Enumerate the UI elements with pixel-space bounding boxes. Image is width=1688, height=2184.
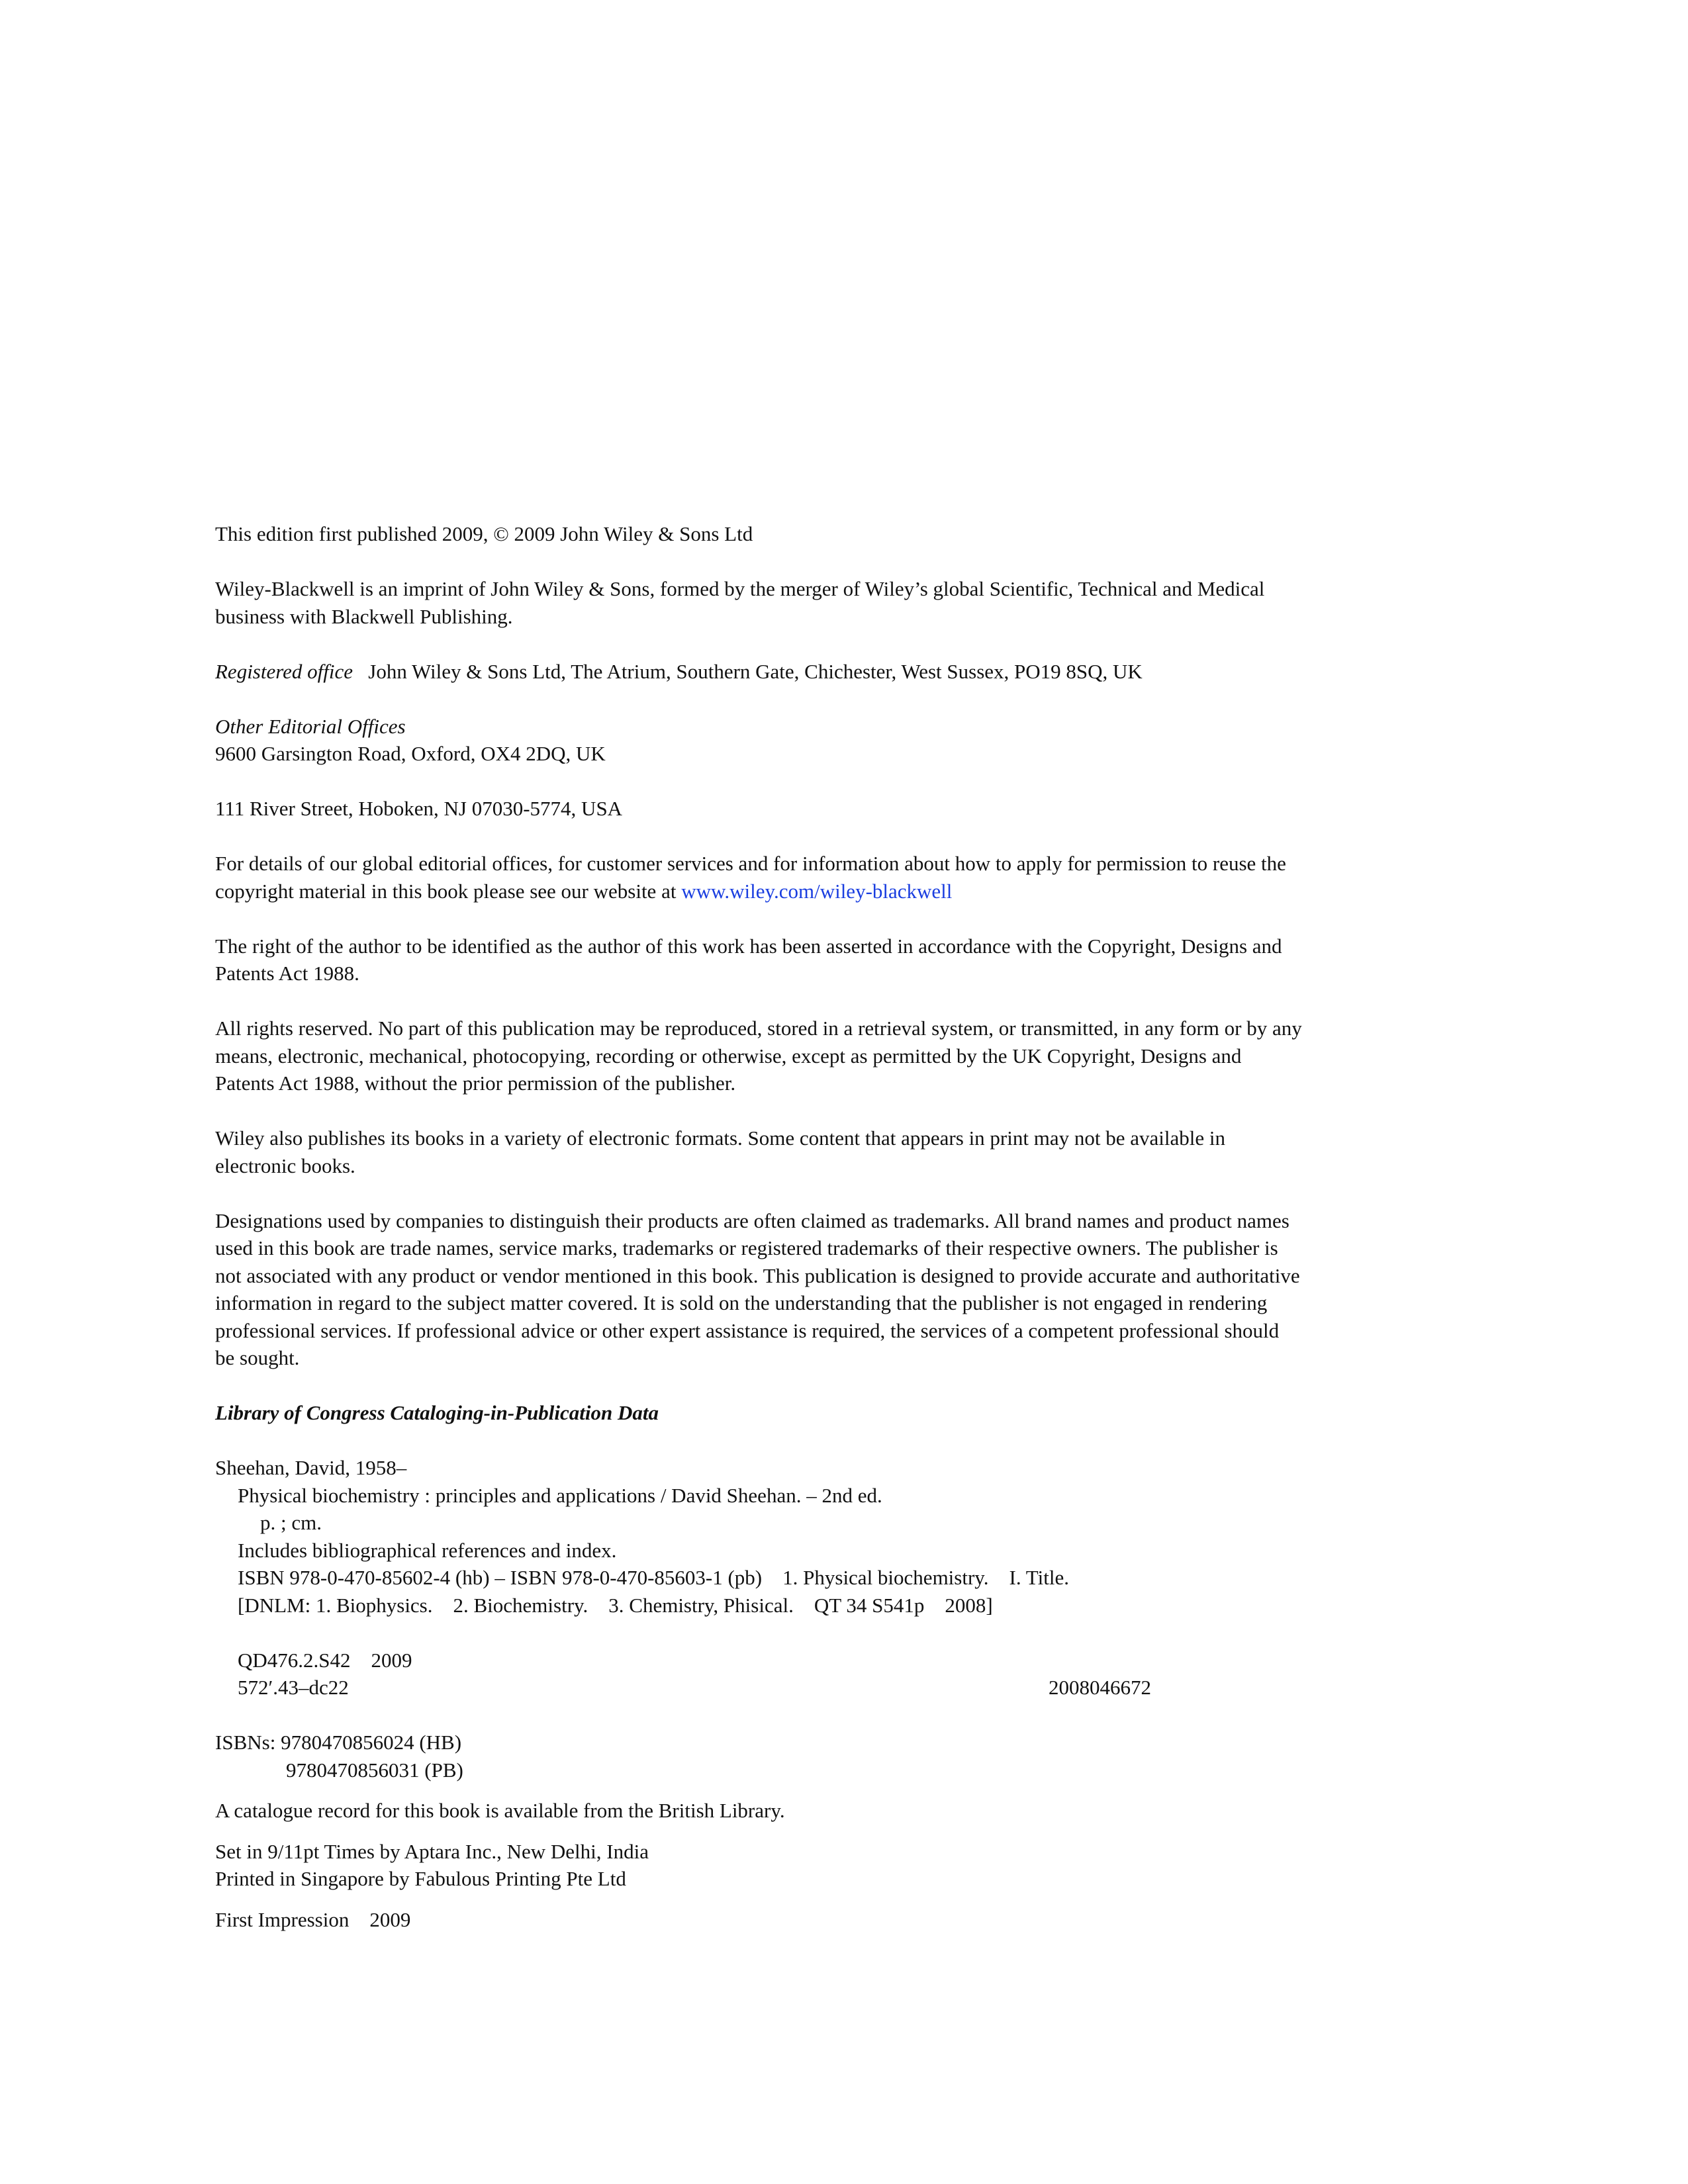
cip-isbn-line: ISBN 978-0-470-85602-4 (hb) – ISBN 978-0-470-85603-1 (pb) 1. Physical biochemistry. I. Title.	[238, 1566, 1069, 1589]
designations-line-6: be sought.	[215, 1346, 300, 1369]
first-impression: First Impression 2009	[215, 1907, 411, 1931]
cip-title: Physical biochemistry : principles and applications / David Sheehan. – 2nd ed.	[238, 1483, 882, 1507]
rights-line-1: All rights reserved. No part of this publication may be reproduced, stored in a retrieval system, or transmitted, in any form or by any	[215, 1017, 1302, 1040]
printed-line: Printed in Singapore by Fabulous Printing Pte Ltd	[215, 1867, 626, 1890]
registered-office-address: John Wiley & Sons Ltd, The Atrium, Southern Gate, Chichester, West Sussex, PO19 8SQ, UK	[368, 659, 1143, 683]
designations-statement	[215, 1207, 1380, 1372]
wiley-website-link[interactable]: www.wiley.com/wiley-blackwell	[681, 879, 953, 903]
details-line-2: copyright material in this book please see our website at	[215, 879, 682, 903]
isbns-block	[215, 1729, 1380, 1784]
designations-line-2: used in this book are trade names, service marks, trademarks or registered trademarks of their respective owners. The publisher is	[215, 1236, 1278, 1259]
cip-pages: p. ; cm.	[260, 1511, 322, 1534]
isbn-pb: 9780470856031 (PB)	[286, 1758, 463, 1782]
typeset-line: Set in 9/11pt Times by Aptara Inc., New Delhi, India	[215, 1839, 649, 1863]
edition-line: This edition first published 2009, © 2009 John Wiley & Sons Ltd	[215, 522, 753, 545]
rights-line-2: means, electronic, mechanical, photocopying, recording or otherwise, except as permitted by the UK Copyright, Designs and	[215, 1044, 1242, 1068]
designations-line-1: Designations used by companies to distinguish their products are often claimed as trademarks. All brand names and product names	[215, 1208, 1289, 1232]
registered-office-label: Registered office	[215, 659, 353, 683]
electronic-line-2: electronic books.	[215, 1154, 355, 1177]
details-statement	[215, 850, 1380, 905]
cip-heading-block	[215, 1399, 1380, 1427]
impression-block	[215, 1906, 1380, 1934]
author-rights-line-2: Patents Act 1988.	[215, 962, 359, 985]
cip-classification	[215, 1647, 1380, 1702]
isbn-hb: 9780470856024 (HB)	[281, 1731, 462, 1754]
electronic-formats-statement	[215, 1124, 1380, 1179]
edition-statement	[215, 520, 1380, 548]
cip-record	[215, 1454, 1380, 1619]
registered-office	[215, 658, 1380, 686]
designations-line-3: not associated with any product or vendor mentioned in this book. This publication is designed to provide accurate and authoritative	[215, 1263, 1300, 1287]
designations-line-5: professional services. If professional advice or other expert assistance is required, the services of a competent professional should	[215, 1318, 1280, 1342]
cip-includes: Includes bibliographical references and index.	[238, 1538, 617, 1562]
cip-dnlm: [DNLM: 1. Biophysics. 2. Biochemistry. 3. Chemistry, Phisical. QT 34 S541p 2008]	[238, 1593, 993, 1617]
electronic-line-1: Wiley also publishes its books in a variety of electronic formats. Some content that appears in print may not be available in	[215, 1126, 1225, 1150]
rights-reserved-statement	[215, 1015, 1380, 1097]
cip-lccn: 2008046672	[1049, 1676, 1151, 1699]
isbns-label: ISBNs:	[215, 1731, 281, 1754]
imprint-line-2: business with Blackwell Publishing.	[215, 604, 513, 628]
cip-lc-class: QD476.2.S42 2009	[238, 1648, 412, 1672]
cip-heading: Library of Congress Cataloging-in-Publication Data	[215, 1401, 659, 1424]
office-hoboken-block	[215, 795, 1380, 823]
production-block	[215, 1838, 1380, 1893]
catalogue-block	[215, 1797, 1380, 1825]
office-oxford: 9600 Garsington Road, Oxford, OX4 2DQ, UK	[215, 742, 606, 765]
author-rights-line-1: The right of the author to be identified as the author of this work has been asserted in accordance with the Copyright, Designs and	[215, 934, 1282, 958]
copyright-page	[215, 520, 1380, 1961]
cip-author: Sheehan, David, 1958–	[215, 1456, 407, 1479]
other-offices-label: Other Editorial Offices	[215, 714, 406, 738]
catalogue-record: A catalogue record for this book is available from the British Library.	[215, 1799, 785, 1822]
details-line-1: For details of our global editorial offices, for customer services and for information about how to apply for permission to reuse the	[215, 852, 1286, 875]
rights-line-3: Patents Act 1988, without the prior permission of the publisher.	[215, 1071, 736, 1095]
designations-line-4: information in regard to the subject matter covered. It is sold on the understanding that the publisher is not engaged in rendering	[215, 1291, 1268, 1314]
other-editorial-offices	[215, 713, 1380, 768]
office-hoboken: 111 River Street, Hoboken, NJ 07030-5774, USA	[215, 797, 623, 820]
cip-dewey-row	[215, 1674, 1151, 1702]
cip-dewey-class: 572′.43–dc22	[238, 1676, 349, 1699]
imprint-line-1: Wiley-Blackwell is an imprint of John Wiley & Sons, formed by the merger of Wiley’s global Scientific, Technical and Medical	[215, 577, 1265, 600]
imprint-statement	[215, 575, 1380, 630]
author-rights-statement	[215, 933, 1380, 987]
